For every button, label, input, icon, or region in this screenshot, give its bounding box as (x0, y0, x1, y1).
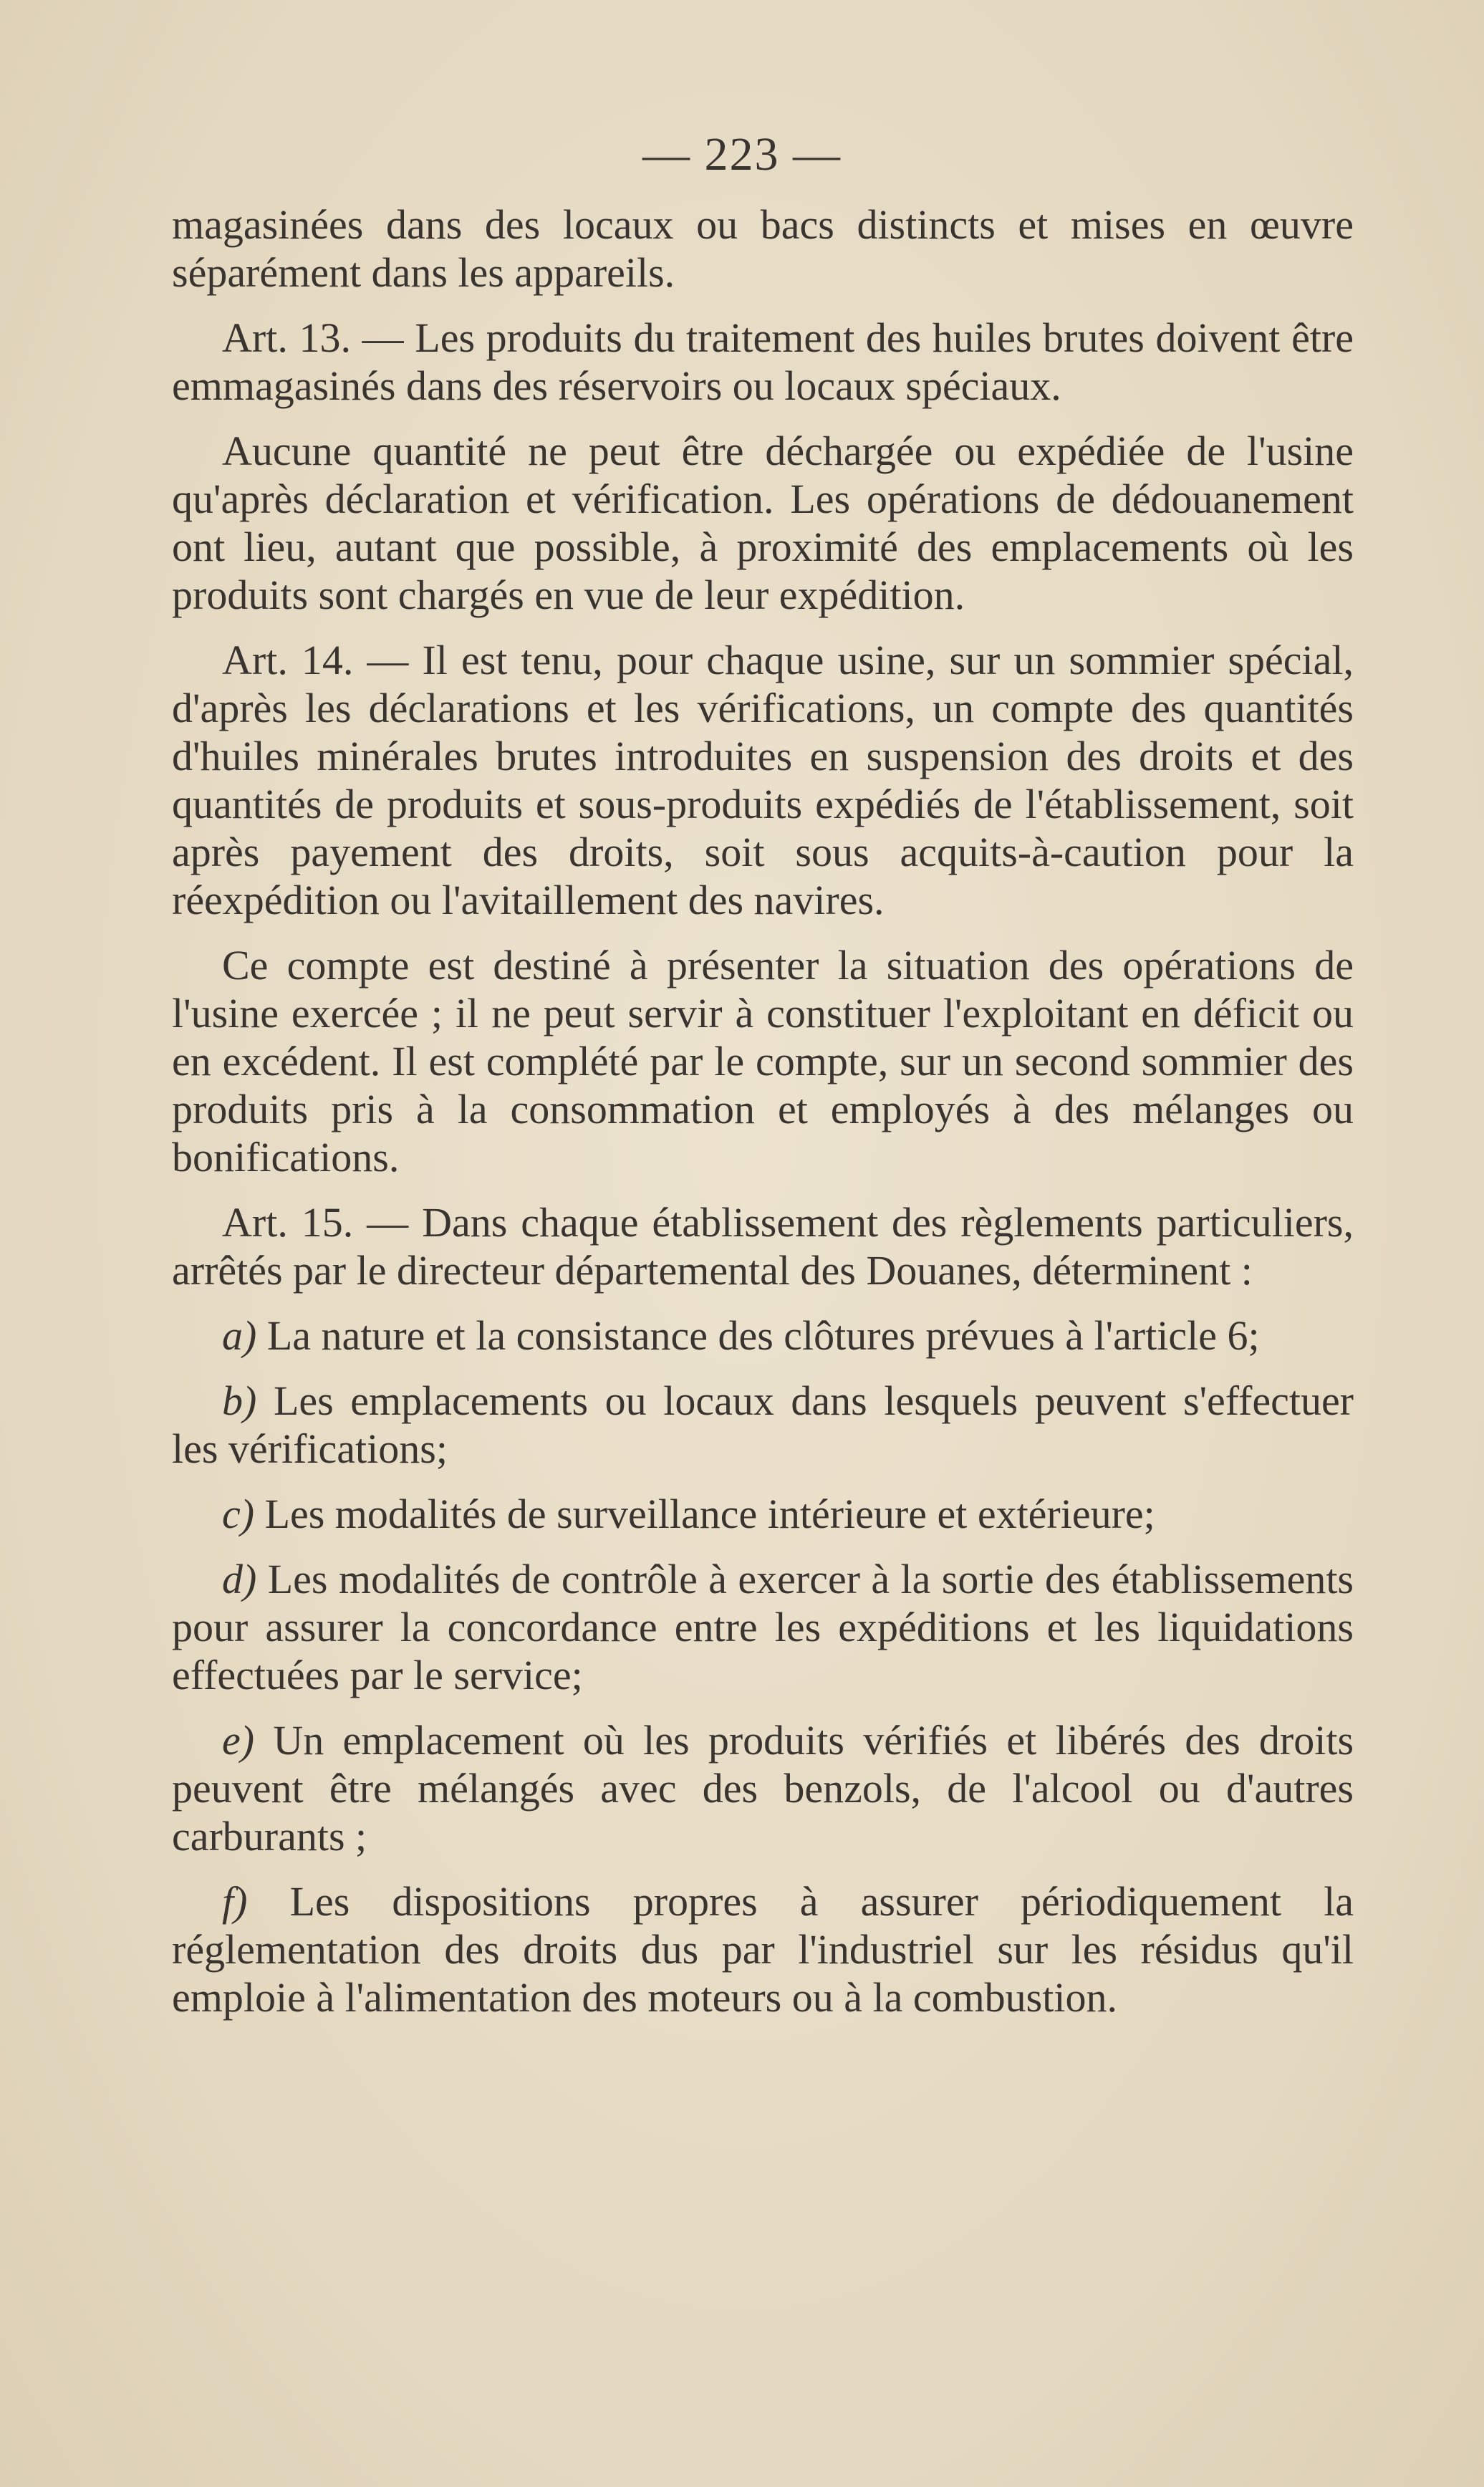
list-letter: c) (222, 1491, 255, 1537)
paragraph-compte: Ce compte est destiné à présenter la situation des opérations de l'usine exercée ; il ne peut servir à constituer l'exploitant en déficit ou en excédent. Il est complété par le compte, sur un second sommier des produits pris à la consommation et employés à des mélanges ou bonifications. (172, 942, 1354, 1180)
list-item-b (172, 1377, 1354, 1473)
paragraph-art-15: Art. 15. — Dans chaque établissement des règlements particuliers, arrêtés par le directeur départemental des Douanes, déterminent : (172, 1199, 1354, 1294)
document-body (172, 201, 1354, 2039)
list-item-a (172, 1312, 1354, 1360)
list-letter: f) (222, 1878, 248, 1925)
paragraph-art-13: Art. 13. — Les produits du traitement des huiles brutes doivent être emmagasinés dans des réservoirs ou locaux spéciaux. (172, 314, 1354, 409)
list-item-d (172, 1555, 1354, 1699)
list-text: Les dispositions propres à assurer périodiquement la réglementation des droits dus par l'industriel sur les résidus qu'il emploie à l'alimentation des moteurs ou à la combustion. (172, 1878, 1354, 2021)
list-letter: b) (222, 1377, 257, 1424)
list-text: Les emplacements ou locaux dans lesquels peuvent s'effectuer les vérifications; (172, 1377, 1354, 1472)
list-item-c (172, 1490, 1354, 1538)
list-text: Les modalités de surveillance intérieure et extérieure; (264, 1491, 1155, 1537)
list-item-e (172, 1716, 1354, 1860)
list-letter: a) (222, 1312, 257, 1359)
list-item-f (172, 1877, 1354, 2021)
paragraph-continuation: magasinées dans des locaux ou bacs distincts et mises en œuvre séparément dans les appareils. (172, 201, 1354, 296)
list-letter: e) (222, 1717, 255, 1764)
list-text: La nature et la consistance des clôtures prévues à l'article 6; (266, 1312, 1260, 1359)
paragraph-declaration: Aucune quantité ne peut être déchargée ou expédiée de l'usine qu'après déclaration et vérification. Les opérations de dédouanement ont lieu, autant que possible, à proximité des emplacements où les produits sont chargés en vue de leur expédition. (172, 428, 1354, 618)
list-text: Un emplacement où les produits vérifiés et libérés des droits peuvent être mélangés avec des benzols, de l'alcool ou d'autres carburants ; (172, 1717, 1354, 1860)
list-letter: d) (222, 1556, 257, 1602)
paragraph-art-14: Art. 14. — Il est tenu, pour chaque usine, sur un sommier spécial, d'après les déclarations et les vérifications, un compte des quantités d'huiles minérales brutes introduites en suspension des droits et des quantités de produits et sous-produits expédiés de l'établissement, soit après payement des droits, soit sous acquits-à-caution pour la réexpédition ou l'avitaillement des navires. (172, 637, 1354, 923)
list-text: Les modalités de contrôle à exercer à la sortie des établissements pour assurer la concordance entre les expéditions et les liquidations effectuées par le service; (172, 1556, 1354, 1698)
page-number: — 223 — (642, 128, 842, 181)
